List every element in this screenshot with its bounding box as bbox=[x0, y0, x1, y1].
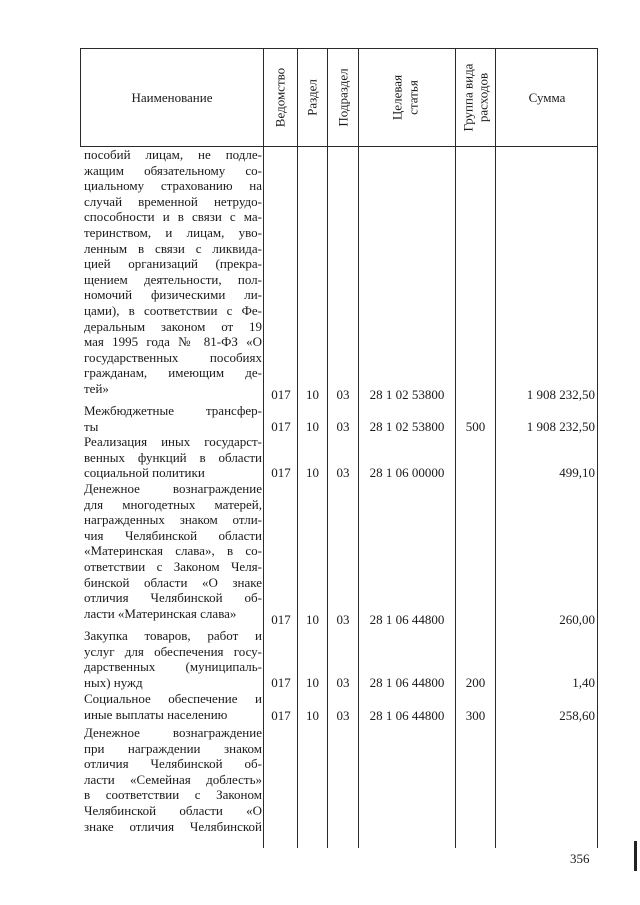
cell-summa: 1,40 bbox=[572, 675, 595, 690]
table-row-name bbox=[84, 691, 262, 722]
name-line: гражданам, имеющим де- bbox=[84, 365, 262, 381]
name-line: в соответствии с Законом bbox=[84, 787, 262, 803]
header-podrazdel: Подраздел bbox=[335, 68, 351, 127]
cell-gruppa: 200 bbox=[465, 675, 486, 690]
header-summa: Сумма bbox=[528, 90, 566, 105]
name-line: случай временной нетрудо- bbox=[84, 193, 262, 209]
name-line: Социальное обеспечение и bbox=[84, 691, 262, 706]
col-divider-name bbox=[263, 48, 264, 848]
name-line: дарственных (муниципаль- bbox=[84, 659, 262, 675]
name-line: отличия Челябинской об- bbox=[84, 590, 262, 606]
header-gruppa-2: расходов bbox=[475, 72, 491, 123]
table-right-border bbox=[597, 48, 598, 848]
cell-podrazdel: 03 bbox=[336, 708, 350, 723]
table-row-name bbox=[84, 147, 262, 397]
cell-podrazdel: 03 bbox=[336, 419, 350, 434]
name-line: ных) нужд bbox=[84, 674, 143, 690]
cell-podrazdel: 03 bbox=[336, 612, 350, 627]
cell-podrazdel: 03 bbox=[336, 465, 350, 480]
cell-summa: 1 908 232,50 bbox=[526, 419, 595, 434]
name-line: для многодетных матерей, bbox=[84, 496, 262, 512]
cell-gruppa: 300 bbox=[465, 708, 486, 723]
page-number: 356 bbox=[570, 851, 590, 866]
header-tselevaya-1: Целевая bbox=[389, 74, 405, 121]
name-line: Денежное вознаграждение bbox=[84, 725, 262, 740]
name-line: Реализация иных государст- bbox=[84, 434, 262, 449]
header-name: Наименование bbox=[131, 90, 213, 105]
scan-edge-mark bbox=[634, 841, 637, 871]
name-line: ответствии с Законом Челя- bbox=[84, 558, 262, 574]
cell-razdel: 10 bbox=[306, 465, 319, 480]
name-line: «Материнская слава», в со- bbox=[84, 543, 262, 559]
col-divider-razdel bbox=[327, 48, 328, 848]
name-line: венных функций в области bbox=[84, 449, 262, 465]
cell-summa: 499,10 bbox=[559, 465, 595, 480]
name-line: Межбюджетные трансфер- bbox=[84, 403, 262, 418]
name-line: услуг для обеспечения госу- bbox=[84, 643, 262, 659]
name-line: социальной политики bbox=[84, 465, 205, 481]
name-line: Закупка товаров, работ и bbox=[84, 628, 262, 643]
cell-tselevaya: 28 1 06 44800 bbox=[369, 612, 445, 627]
cell-razdel: 10 bbox=[306, 419, 319, 434]
name-line: циальному страхованию на bbox=[84, 178, 262, 194]
col-divider-tselevaya bbox=[455, 48, 456, 848]
cell-vedomstvo: 017 bbox=[271, 612, 291, 627]
cell-podrazdel: 03 bbox=[336, 387, 350, 402]
name-line: ленным в связи с ликвида- bbox=[84, 240, 262, 256]
name-line: ты bbox=[84, 418, 99, 434]
table-row-name bbox=[84, 434, 262, 481]
name-line: знаке отличия Челябинской bbox=[84, 818, 262, 834]
col-divider-podrazdel bbox=[358, 48, 359, 848]
name-line: цами), в соответствии с Фе- bbox=[84, 302, 262, 318]
cell-summa: 258,60 bbox=[559, 708, 595, 723]
name-line: награжденных знаком отли- bbox=[84, 512, 262, 528]
table-row-name bbox=[84, 628, 262, 690]
cell-summa: 1 908 232,50 bbox=[526, 387, 595, 402]
table-row-name bbox=[84, 403, 262, 434]
name-line: при награждении знаком bbox=[84, 740, 262, 756]
cell-vedomstvo: 017 bbox=[271, 419, 291, 434]
cell-razdel: 10 bbox=[306, 387, 319, 402]
header-tselevaya-2: статья bbox=[405, 80, 421, 115]
name-line: мая 1995 года № 81-ФЗ «О bbox=[84, 334, 262, 350]
cell-tselevaya: 28 1 06 00000 bbox=[369, 465, 445, 480]
cell-razdel: 10 bbox=[306, 612, 319, 627]
name-line: жащим обязательному со- bbox=[84, 162, 262, 178]
cell-tselevaya: 28 1 06 44800 bbox=[369, 708, 445, 723]
name-line: номочий физическими ли- bbox=[84, 287, 262, 303]
cell-vedomstvo: 017 bbox=[271, 675, 291, 690]
cell-vedomstvo: 017 bbox=[271, 708, 291, 723]
name-line: бинской области «О знаке bbox=[84, 574, 262, 590]
name-line: иные выплаты населению bbox=[84, 706, 228, 722]
cell-vedomstvo: 017 bbox=[271, 465, 291, 480]
header-gruppa-1: Группа вида bbox=[460, 63, 476, 132]
name-line: Челябинской области «О bbox=[84, 802, 262, 818]
name-line: Денежное вознаграждение bbox=[84, 481, 262, 496]
table-row-name bbox=[84, 481, 262, 621]
name-line: деральным законом от 19 bbox=[84, 318, 262, 334]
name-line: пособий лицам, не подле- bbox=[84, 147, 262, 162]
name-line: ласти «Материнская слава» bbox=[84, 605, 237, 621]
cell-razdel: 10 bbox=[306, 708, 319, 723]
cell-vedomstvo: 017 bbox=[271, 387, 291, 402]
cell-tselevaya: 28 1 06 44800 bbox=[369, 675, 445, 690]
cell-tselevaya: 28 1 02 53800 bbox=[369, 419, 445, 434]
cell-razdel: 10 bbox=[306, 675, 319, 690]
table-left-border bbox=[80, 48, 81, 147]
name-line: способности и в связи с ма- bbox=[84, 209, 262, 225]
cell-podrazdel: 03 bbox=[336, 675, 350, 690]
header-razdel: Раздел bbox=[304, 79, 320, 116]
name-line: ласти «Семейная доблесть» bbox=[84, 771, 262, 787]
name-line: тей» bbox=[84, 380, 109, 396]
name-line: государственных пособиях bbox=[84, 349, 262, 365]
name-line: чия Челябинской области bbox=[84, 527, 262, 543]
col-divider-ved bbox=[297, 48, 298, 848]
col-divider-gruppa bbox=[495, 48, 496, 848]
table-row-name bbox=[84, 725, 262, 834]
cell-summa: 260,00 bbox=[559, 612, 595, 627]
cell-tselevaya: 28 1 02 53800 bbox=[369, 387, 445, 402]
name-line: цией организаций (прекра- bbox=[84, 256, 262, 272]
header-vedomstvo: Ведомство bbox=[272, 67, 288, 128]
name-line: теринством, и лицам, уво- bbox=[84, 224, 262, 240]
name-line: щением деятельности, пол- bbox=[84, 271, 262, 287]
cell-gruppa: 500 bbox=[465, 419, 486, 434]
name-line: отличия Челябинской об- bbox=[84, 756, 262, 772]
